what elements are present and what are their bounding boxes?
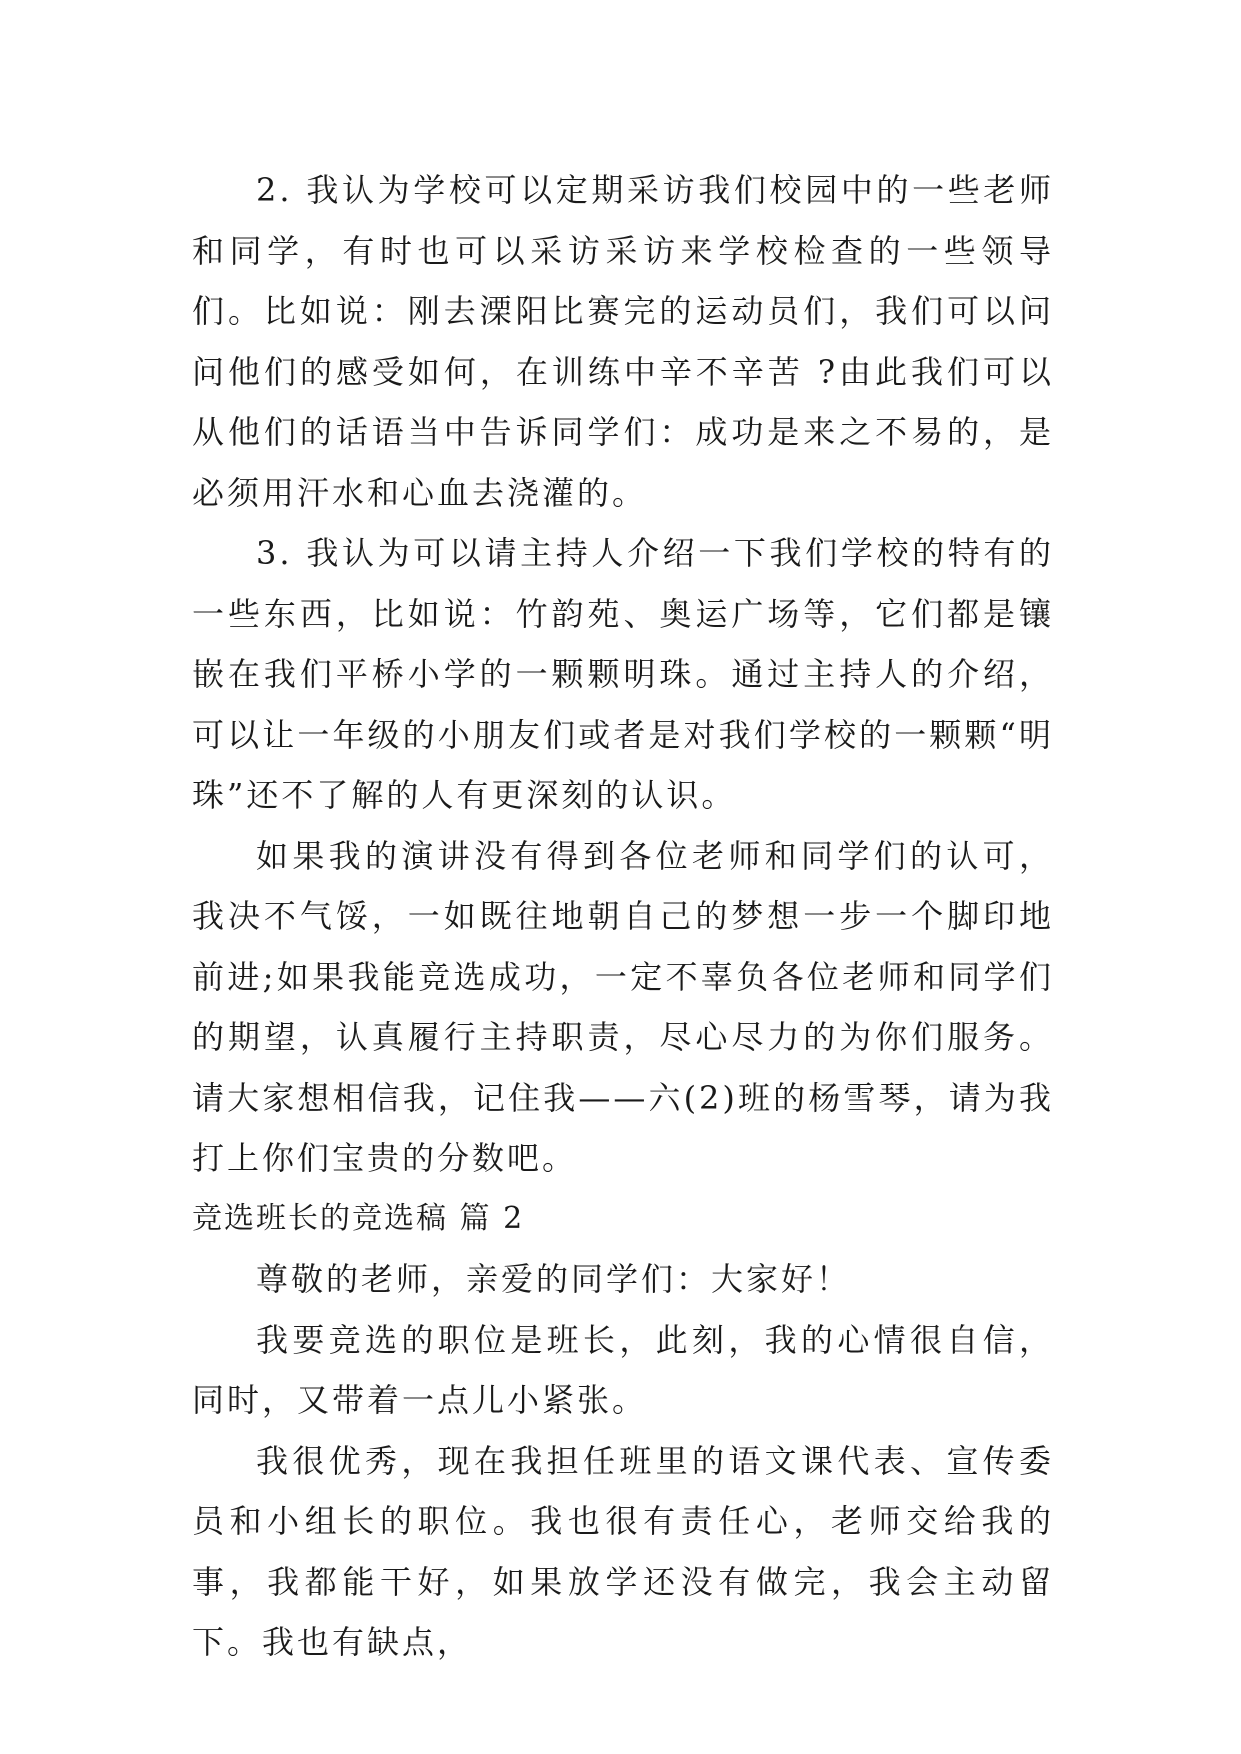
paragraph-self-description: 我很优秀，现在我担任班里的语文课代表、宣传委员和小组长的职位。我也很有责任心，老师交给我的事，我都能干好，如果放学还没有做完，我会主动留下。我也有缺点， [192,1441,1054,1661]
document-body [192,160,1054,1673]
paragraph-greeting: 尊敬的老师，亲爱的同学们：大家好！ [256,1260,852,1298]
paragraph-host-introduction: 3. 我认为可以请主持人介绍一下我们学校的特有的一些东西，比如说：竹韵苑、奥运广场等，它们都是镶嵌在我们平桥小学的一颗颗明珠。通过主持人的介绍，可以让一年级的小朋友们或者是对我们学校的一颗颗“明珠”还不了解的人有更深刻的认识。 [192,534,1054,814]
paragraph-position-statement: 我要竞选的职位是班长，此刻，我的心情很自信，同时，又带着一点儿小紧张。 [192,1320,1054,1419]
section-heading: 竞选班长的竞选稿 篇 2 [192,1200,525,1236]
paragraph-interview-suggestion: 2. 我认为学校可以定期采访我们校园中的一些老师和同学，有时也可以采访采访来学校检查的一些领导们。比如说：刚去溧阳比赛完的运动员们，我们可以问问他们的感受如何，在训练中辛不辛苦 ?由此我们可以从他们的话语当中告诉同学们：成功是来之不易的，是必须用汗水和心血去浇灌的。 [192,171,1054,512]
paragraph-closing-remarks: 如果我的演讲没有得到各位老师和同学们的认可，我决不气馁，一如既往地朝自己的梦想一步一个脚印地前进;如果我能竞选成功，一定不辜负各位老师和同学们的期望，认真履行主持职责，尽心尽力的为你们服务。请大家想相信我，记住我——六(2)班的杨雪琴，请为我打上你们宝贵的分数吧。 [192,836,1054,1177]
